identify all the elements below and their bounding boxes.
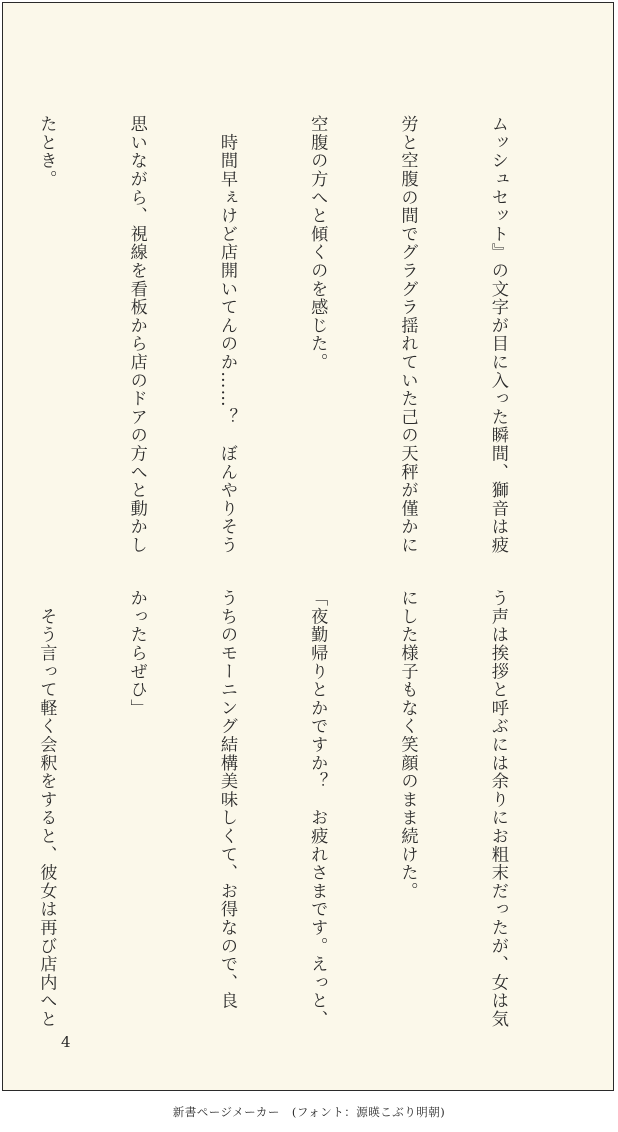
text-line: 思いながら、視線を看板から店のドアの方へと動かし — [126, 115, 147, 555]
text-line: 「夜勤帰りとかですか？ お疲れさまです。えっと、 — [307, 589, 328, 1029]
text-line: にした様子もなく笑顔のまま続けた。 — [397, 589, 418, 901]
book-page — [2, 2, 614, 1091]
text-block-bottom — [0, 589, 573, 1029]
text-line: うちのモーニング結構美味しくて、お得なので、良 — [216, 589, 237, 1010]
text-block-top — [0, 115, 573, 555]
footer-credit: 新書ページメーカー (フォント：源暎こぶり明朝) — [172, 1105, 446, 1119]
text-line: 労と空腹の間でグラグラ揺れていた己の天秤が僅かに — [397, 115, 418, 555]
text-line: う声は挨拶と呼ぶには余りにお粗末だったが、女は気 — [487, 589, 508, 1029]
text-line: そう言って軽く会釈をすると、彼女は再び店内へと — [36, 589, 57, 1029]
text-line: かったらぜひ」 — [126, 589, 147, 718]
page-number: 4 — [61, 1033, 71, 1051]
text-line: 時間早ぇけど店開いてんのか……？ ぼんやりそう — [216, 115, 237, 555]
text-line: たとき。 — [36, 115, 57, 189]
text-line: 空腹の方へと傾くのを感じた。 — [307, 115, 328, 372]
text-line: ムッシュセット』の文字が目に入った瞬間、獅音は疲 — [487, 115, 508, 555]
